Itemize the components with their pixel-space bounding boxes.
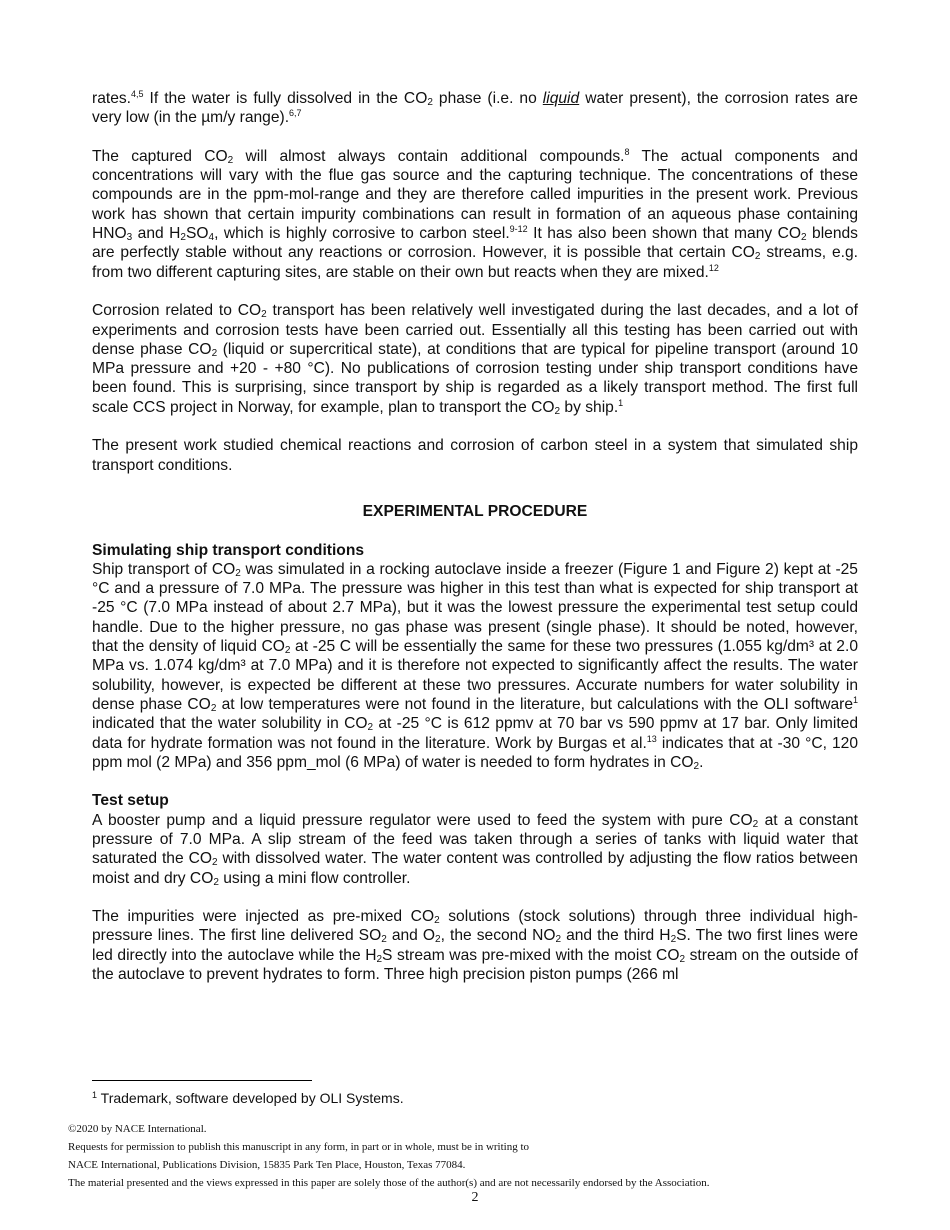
footnote-text: Trademark, software developed by OLI Systems.: [100, 1090, 404, 1106]
paragraph: Corrosion related to $CO_2$ transport has been relatively well investigated during the last decades, and a lot of experiments and corrosion tests have been carried out. Essentially all this testing has been carried out with dense phase $CO_2$ (liquid or supercritical state), at conditions that are typical for pipeline transport (around 10 MPa pressure and +20 - +80 °C). No publications of corrosion testing under ship transport conditions have been found. This is surprising, since transport by ship is regarded as a likely transport method. The first full scale CCS project in Norway, for example, plan to transport the $CO_2$ by ship.$^1$: [92, 302, 859, 417]
subsection-heading: Test setup: [92, 792, 169, 810]
permission-line: Requests for permission to publish this manuscript in any form, in part or in whole, must be in writing to: [68, 1141, 530, 1153]
paragraph: The captured $CO_2$ will almost always contain additional compounds.$^8$ The actual components and concentrations will vary with the flue gas source and the capturing technique. The concentrations of these compounds are in the ppm-mol-range and they are therefore called impurities in the present work. Previous work has shown that certain impurity combinations can result in formation of an aqueous phase containing $HNO_3$ and $H_2SO_4$, which is highly corrosive to carbon steel.$^{9-12}$ It has also been shown that many $CO_2$ blends are perfectly stable without any reactions or corrosion. However, it is possible that certain $CO_2$ streams, e.g. from two different capturing sites, are stable on their own but reacts when they are mixed.$^{12}$: [92, 146, 858, 281]
paragraph: Ship transport of $CO_2$ was simulated in a rocking autoclave inside a freezer (Figure 1 and Figure 2) kept at -25 °C and a pressure of 7.0 MPa. The pressure was higher in this test than what is expected for ship transport at -25 °C (7.0 MPa instead of about 2.7 MPa), but it was the lowest pressure the experimental test setup could handle. Due to the higher pressure, no gas phase was present (single phase). It should be noted, however, that the density of liquid $CO_2$ at -25 C will be essentially the same for these two pressures (1.055 kg/dm³ at 2.0 MPa vs. 1.074 kg/dm³ at 7.0 MPa) and it is therefore not expected to significantly affect the results. The water solubility, however, is expected be different at these two pressures. Accurate numbers for water solubility in dense phase $CO_2$ at low temperatures were not found in the literature, but calculations with the OLI software$^1$ indicated that the water solubility in $CO_2$ at -25 °C is 612 ppmv at 70 bar vs 590 ppmv at 17 bar. Only limited data for hydrate formation was not found in the literature. Work by Burgas et al.$^{13}$ indicates that at -30 °C, 120 ppm mol (2 MPa) and 356 ppm_mol (6 MPa) of water is needed to form hydrates in $CO_2$.: [92, 560, 859, 772]
paragraph: The impurities were injected as pre-mixed $CO_2$ solutions (stock solutions) through three individual high-pressure lines. The first line delivered $SO_2$ and $O_2$, the second $NO_2$ and the third $H_2S$. The two first lines were led directly into the autoclave while the $H_2S$ stream was pre-mixed with the moist $CO_2$ stream on the outside of the autoclave to prevent hydrates to form. Three high precision piston pumps (266 ml: [92, 908, 859, 984]
section-heading: EXPERIMENTAL PROCEDURE: [362, 502, 588, 520]
copyright-line: ©2020 by NACE International.: [68, 1123, 207, 1135]
footnote-marker: 1: [92, 1090, 98, 1100]
footnote-divider: [92, 1080, 312, 1081]
body-text: [92, 89, 858, 1004]
page-number: 2: [471, 1190, 479, 1205]
subsection-heading: Simulating ship transport conditions: [92, 541, 365, 559]
footnote: [92, 1090, 404, 1106]
address-line: NACE International, Publications Division, 15835 Park Ten Place, Houston, Texas 77084.: [68, 1159, 466, 1171]
paragraph: rates.$^{4,5}$ If the water is fully dissolved in the $CO_2$ phase (i.e. no liquid water present), the corrosion rates are very low (in the µm/y range).$^{6,7}$: [92, 89, 858, 127]
paragraph: A booster pump and a liquid pressure regulator were used to feed the system with pure $CO_2$ at a constant pressure of 7.0 MPa. A slip stream of the feed was taken through a series of tanks with liquid water that saturated the $CO_2$ with dissolved water. The water content was controlled by adjusting the flow ratios between moist and dry $CO_2$ using a mini flow controller.: [92, 811, 858, 888]
paragraph: The present work studied chemical reactions and corrosion of carbon steel in a system that simulated ship transport conditions.: [92, 437, 858, 474]
legal-notice: [68, 1120, 709, 1192]
disclaimer-line: The material presented and the views expressed in this paper are solely those of the author(s) and are not necessarily endorsed by the Association.: [68, 1177, 710, 1189]
